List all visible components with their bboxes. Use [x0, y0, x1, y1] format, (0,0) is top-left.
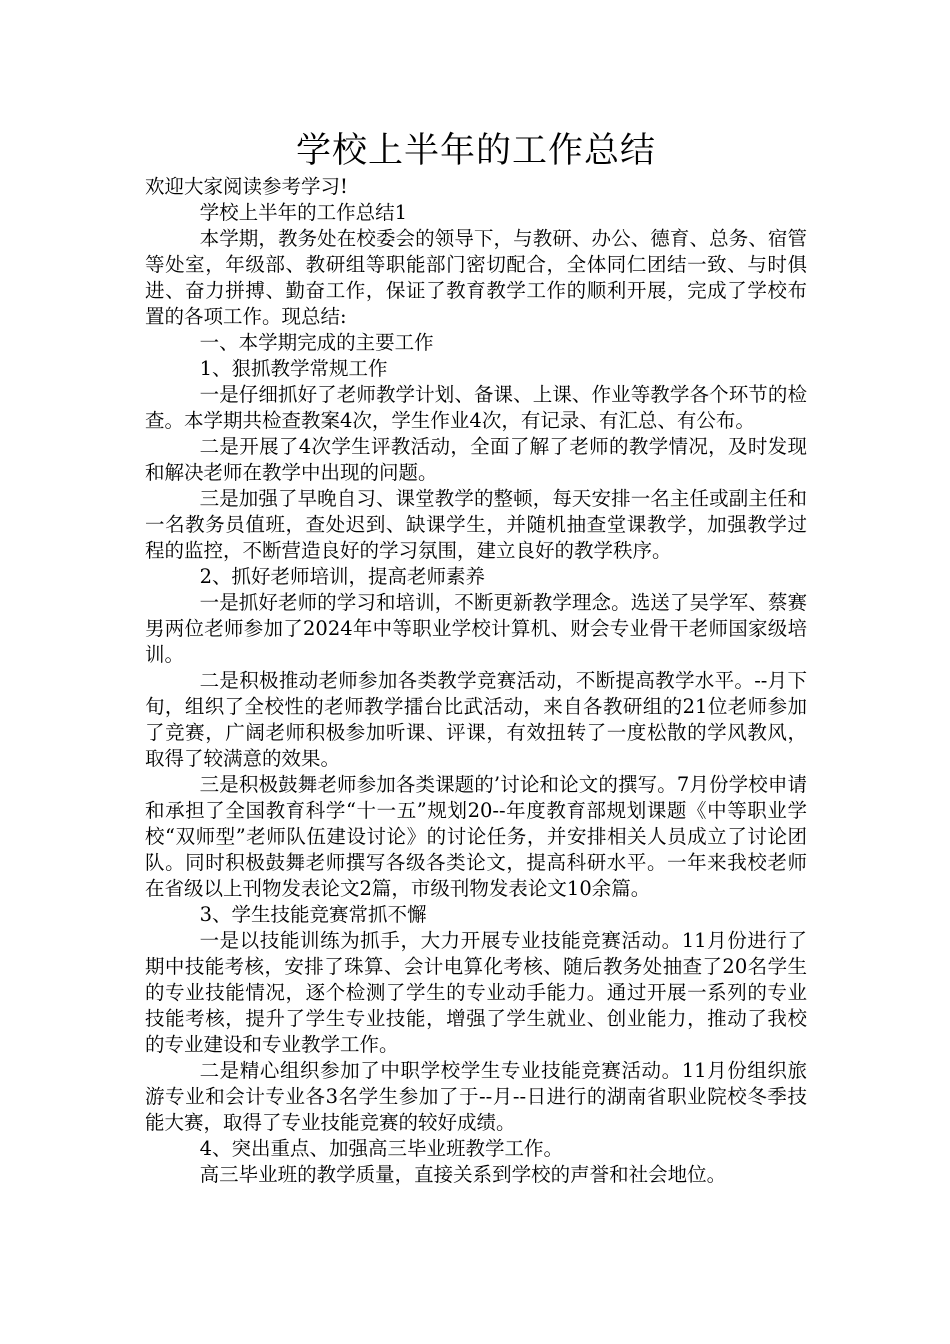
paragraph: 一是以技能训练为抓手，大力开展专业技能竞赛活动。11月份进行了期中技能考核，安排了珠算、会计电算化考核、随后教务处抽查了20名学生的专业技能情况，逐个检测了学生的专业动手能力。通过开展一系列的专业技能考核，提升了学生专业技能，增强了学生就业、创业能力，推动了我校的专业建设和专业教学工作。 — [145, 929, 807, 1056]
section-heading: 学校上半年的工作总结1 — [199, 201, 408, 224]
paragraph: 高三毕业班的教学质量，直接关系到学校的声誉和社会地位。 — [199, 1163, 727, 1186]
document-title: 学校上半年的工作总结 — [295, 131, 656, 171]
welcome-line: 欢迎大家阅读参考学习! — [145, 175, 348, 198]
paragraph: 二是精心组织参加了中职学校学生专业技能竞赛活动。11月份组织旅游专业和会计专业各3名学生参加了于--月--日进行的湖南省职业院校冬季技能大赛，取得了专业技能竞赛的较好成绩。 — [145, 1059, 807, 1134]
paragraph: 三是积极鼓舞老师参加各类课题的’讨论和论文的撰写。7月份学校申请和承担了全国教育科学“十一五”规划20--年度教育部规划课题《中等职业学校“双师型”老师队伍建设讨论》的讨论任务，并安排相关人员成立了讨论团队。同时积极鼓舞老师撰写各级各类论文，提高科研水平。一年来我校老师在省级以上刊物发表论文2篇，市级刊物发表论文10余篇。 — [145, 773, 807, 900]
subsection-heading: 4、突出重点、加强高三毕业班教学工作。 — [199, 1137, 564, 1160]
paragraph: 一是抓好老师的学习和培训，不断更新教学理念。选送了吴学军、蔡赛男两位老师参加了2024年中等职业学校计算机、财会专业骨干老师国家级培训。 — [145, 591, 807, 666]
section-heading: 一、本学期完成的主要工作 — [199, 331, 434, 354]
paragraph: 本学期，教务处在校委会的领导下，与教研、办公、德育、总务、宿管等处室，年级部、教研组等职能部门密切配合，全体同仁团结一致、与时俱进、奋力拼搏、勤奋工作，保证了教育教学工作的顺利开展，完成了学校布置的各项工作。现总结: — [145, 227, 807, 328]
subsection-heading: 2、抓好老师培训，提高老师素养 — [199, 565, 486, 588]
document-page — [145, 128, 807, 1188]
document-body — [145, 174, 807, 1188]
subsection-heading: 1、狠抓教学常规工作 — [199, 357, 388, 380]
paragraph: 三是加强了早晚自习、课堂教学的整顿，每天安排一名主任或副主任和一名教务员值班，查处迟到、缺课学生，并随机抽查堂课教学，加强教学过程的监控，不断营造良好的学习氛围，建立良好的教学秩序。 — [145, 487, 807, 562]
paragraph: 一是仔细抓好了老师教学计划、备课、上课、作业等教学各个环节的检查。本学期共检查教案4次，学生作业4次，有记录、有汇总、有公布。 — [145, 383, 807, 432]
paragraph: 二是积极推动老师参加各类教学竞赛活动，不断提高教学水平。--月下旬，组织了全校性的老师教学擂台比武活动，来自各教研组的21位老师参加了竞赛，广阔老师积极参加听课、评课，有效扭转了一度松散的学风教风，取得了较满意的效果。 — [145, 669, 807, 770]
subsection-heading: 3、学生技能竞赛常抓不懈 — [199, 903, 427, 926]
paragraph: 二是开展了4次学生评教活动，全面了解了老师的教学情况，及时发现和解决老师在教学中出现的问题。 — [145, 435, 807, 484]
